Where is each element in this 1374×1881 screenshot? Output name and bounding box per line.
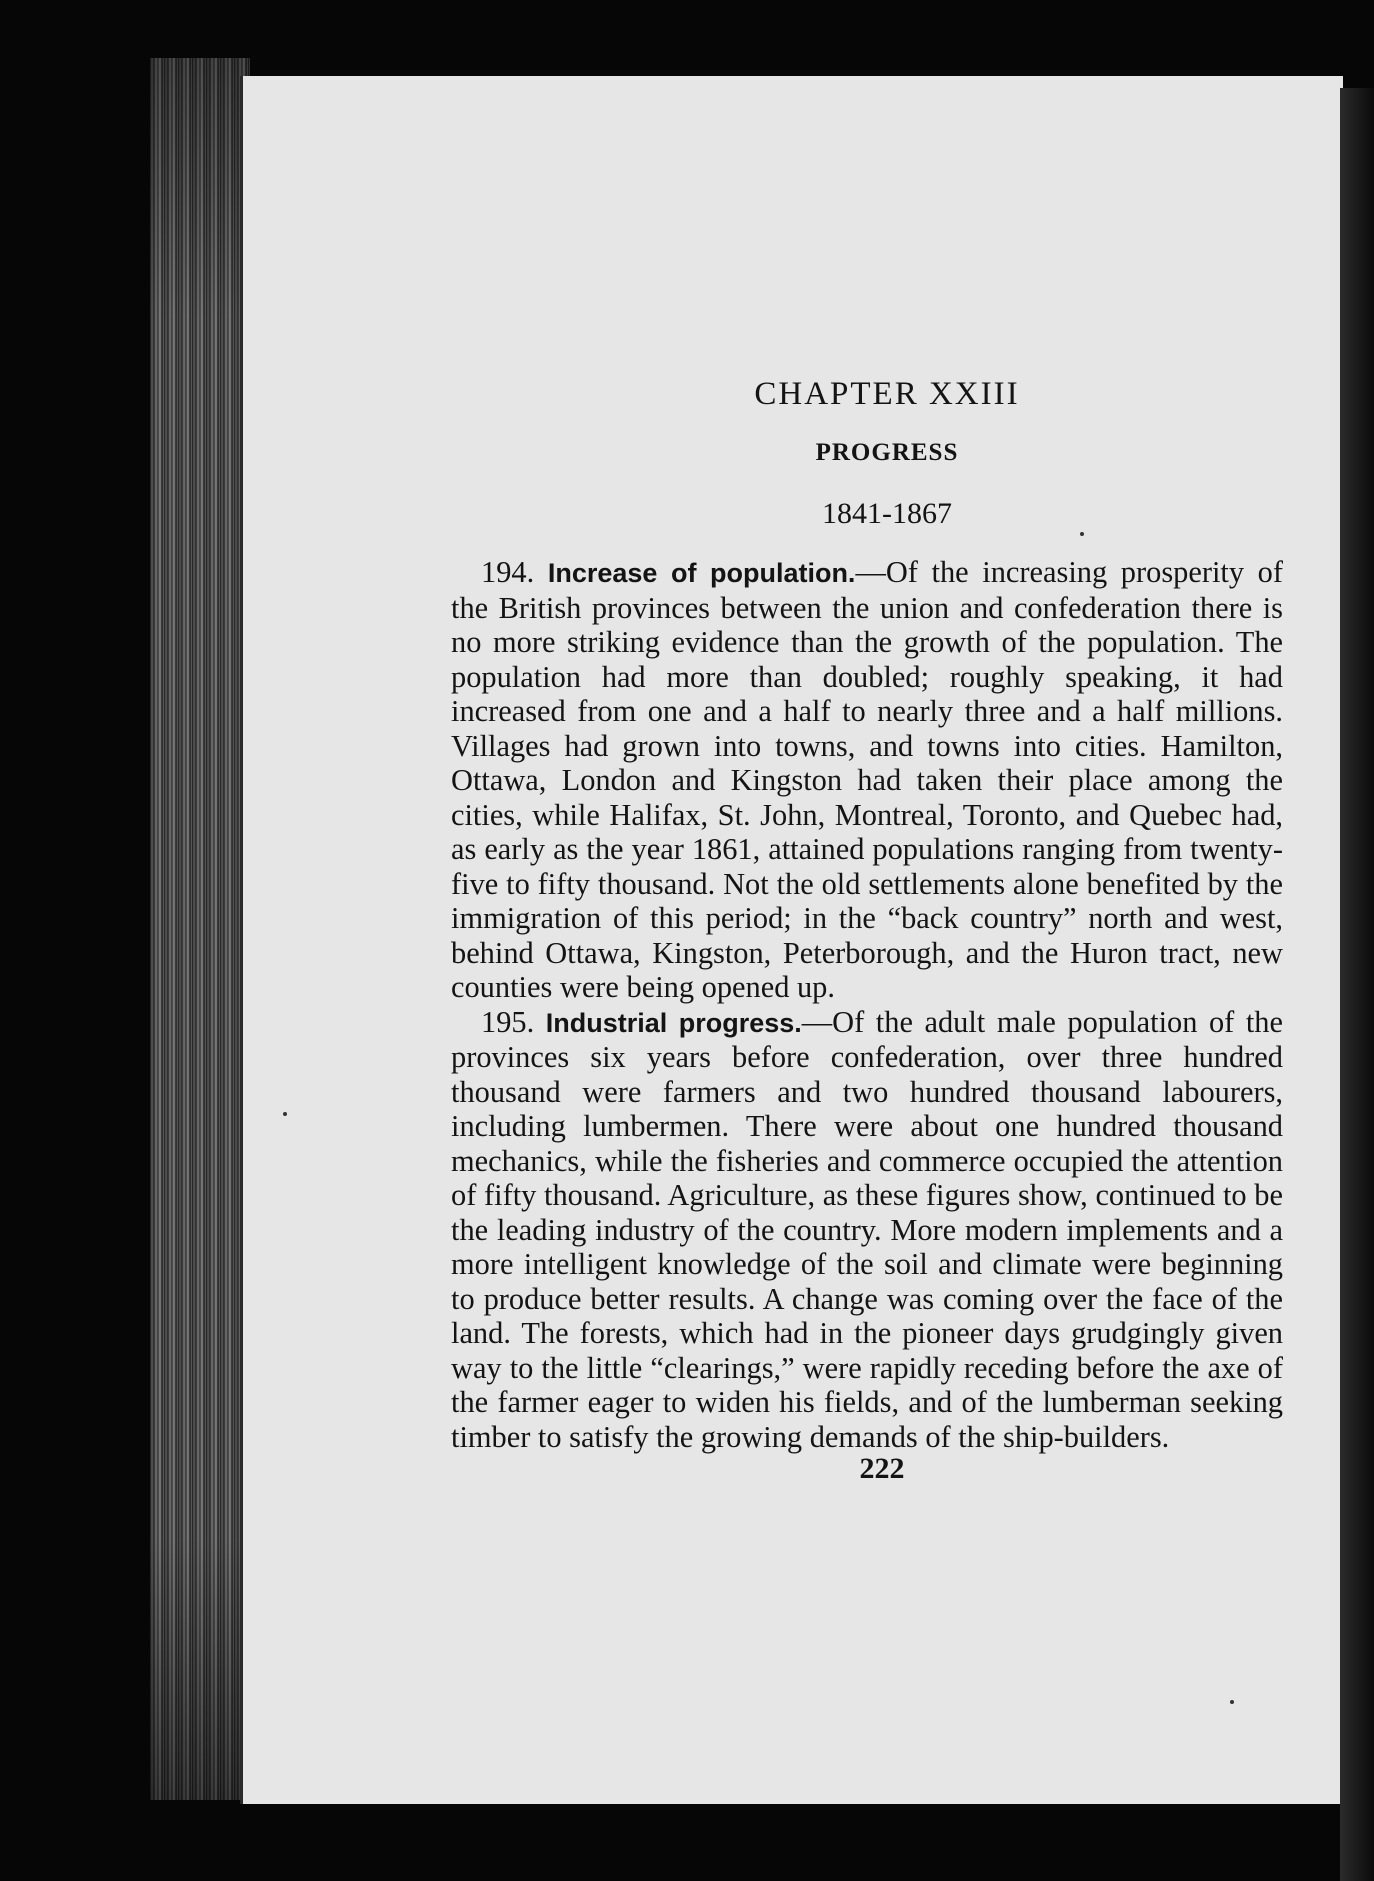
scan-speck bbox=[283, 1112, 287, 1116]
paragraph-text: —Of the increasing prosperity of the British provinces between the union and confederation there is no more striking evidence than the growth of the population. The population had more than doubled; roughly speaking, it had increased from one and a half to nearly three and a half millions. Villages had grown into towns, and towns into cities. Hamilton, Ottawa, London and Kingston had taken their place among the cities, while Halifax, St. John, Montreal, Toronto, and Quebec had, as early as the year 1861, attained populations ranging from twenty-five to fifty thousand. Not the old settlements alone benefited by the immigration of this period; in the “back country” north and west, behind Ottawa, Kingston, Peterborough, and the Huron tract, new counties were being opened up. bbox=[451, 555, 1283, 1004]
paragraph-195 bbox=[451, 1005, 1283, 1455]
paragraph-text: —Of the adult male population of the provinces six years before confederation, over three hundred thousand were farmers and two hundred thousand labourers, including lumbermen. There were about one hundred thousand mechanics, while the fisheries and commerce occupied the attention of fifty thousand. Agriculture, as these figures show, continued to be the leading industry of the country. More modern implements and a more intelligent knowledge of the soil and climate were beginning to produce better results. A change was coming over the face of the land. The forests, which had in the pioneer days grudgingly given way to the little “clearings,” were rapidly receding before the axe of the farmer eager to widen his fields, and of the lumberman seeking timber to satisfy the growing demands of the ship-builders. bbox=[451, 1004, 1283, 1454]
page-edges-shadow bbox=[150, 58, 250, 1800]
chapter-title: CHAPTER XXIII bbox=[754, 376, 1020, 412]
page-content bbox=[451, 360, 1283, 1484]
page-number: 222 bbox=[859, 1452, 905, 1485]
paragraph-number: 194. bbox=[481, 555, 535, 589]
scan-speck bbox=[1230, 1700, 1234, 1704]
paragraph-title: Industrial progress. bbox=[545, 1007, 802, 1038]
paragraph-number: 195. bbox=[481, 1004, 535, 1039]
paragraph-title: Increase of population. bbox=[547, 558, 856, 588]
paragraph-194 bbox=[451, 555, 1283, 1005]
chapter-heading: PROGRESS bbox=[815, 439, 959, 466]
chapter-date-range: 1841-1867 bbox=[822, 497, 952, 530]
book-spine-edge bbox=[1340, 88, 1374, 1881]
